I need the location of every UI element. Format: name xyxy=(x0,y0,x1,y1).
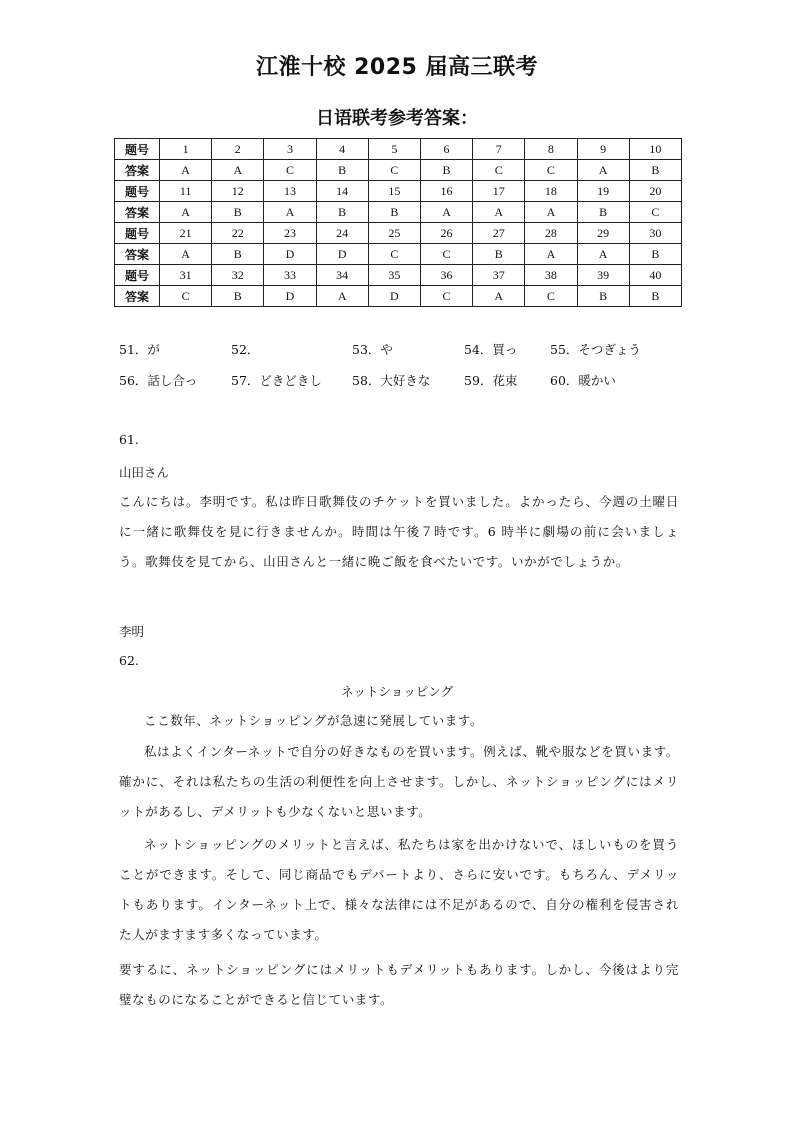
fill-in-answer-59: 59．花束 xyxy=(464,373,518,388)
answer-row xyxy=(115,244,682,265)
question-number-cell: 23 xyxy=(264,223,316,244)
fill-in-answer-56: 56．話し合っ xyxy=(119,373,198,388)
answer-row-label: 答案 xyxy=(115,202,160,223)
answer-cell: A xyxy=(160,202,212,223)
question-number-cell: 27 xyxy=(473,223,525,244)
question-number-cell: 34 xyxy=(316,265,368,286)
answer-row xyxy=(115,286,682,307)
fill-in-answer-55: 55．そつぎょう xyxy=(550,342,641,357)
answer-cell: A xyxy=(577,160,629,181)
question-number-cell: 25 xyxy=(368,223,420,244)
question-number-cell: 29 xyxy=(577,223,629,244)
answer-cell: D xyxy=(264,244,316,265)
answer-cell: C xyxy=(264,160,316,181)
answer-table xyxy=(114,138,682,307)
fill-in-answer-57: 57．どきどきし xyxy=(231,373,322,388)
question-number-cell: 17 xyxy=(473,181,525,202)
question-number-row-label: 题号 xyxy=(115,223,160,244)
answer-cell: C xyxy=(368,160,420,181)
answer-cell: C xyxy=(629,202,681,223)
question-number-cell: 11 xyxy=(160,181,212,202)
fill-in-answer-52: 52． xyxy=(231,342,260,357)
fill-in-answer-58: 58．大好きな xyxy=(352,373,431,388)
fill-in-answer-53: 53．や xyxy=(352,342,393,357)
q61-letter-body: こんにちは。李明です。私は昨日歌舞伎のチケットを買いました。よかったら、今週の土曜日に一緒に歌舞伎を見に行きませんか。時間は午後７時です。6 時半に劇場の前に会いましょう。歌舞伎を見てから、山田さんと一緒に晩ご飯を食べたいです。いかがでしょうか。 xyxy=(119,494,679,569)
q61-greeting: 山田さん xyxy=(119,465,170,480)
answer-cell: D xyxy=(368,286,420,307)
answer-cell: A xyxy=(420,202,472,223)
answer-row-label: 答案 xyxy=(115,160,160,181)
question-number-row-label: 题号 xyxy=(115,139,160,160)
q62-paragraph-3: ネットショッピングのメリットと言えば、私たちは家を出かけないで、ほしいものを買うことができます。そして、同じ商品でもデパートより、さらに安いです。もちろん、デメリットもあります。インターネット上で、様々な法律には不足があるので、自分の権利を侵害された人がますます多くなっています。 xyxy=(119,837,679,942)
document-title: 江淮十校 2025 届高三联考 xyxy=(255,55,539,80)
question-number-cell: 35 xyxy=(368,265,420,286)
answer-cell: B xyxy=(629,244,681,265)
question-number-row-label: 题号 xyxy=(115,181,160,202)
q62-number: 62. xyxy=(119,653,139,668)
question-number-cell: 2 xyxy=(212,139,264,160)
answer-cell: C xyxy=(473,160,525,181)
answer-cell: B xyxy=(420,160,472,181)
answer-cell: B xyxy=(577,286,629,307)
answer-cell: D xyxy=(264,286,316,307)
question-number-cell: 1 xyxy=(160,139,212,160)
answer-cell: C xyxy=(160,286,212,307)
question-number-row-label: 题号 xyxy=(115,265,160,286)
answer-cell: B xyxy=(577,202,629,223)
question-number-cell: 33 xyxy=(264,265,316,286)
q61-signature: 李明 xyxy=(119,624,145,639)
question-number-cell: 16 xyxy=(420,181,472,202)
q61-number: 61. xyxy=(119,432,139,447)
question-number-cell: 32 xyxy=(212,265,264,286)
question-number-cell: 10 xyxy=(629,139,681,160)
question-number-row xyxy=(115,223,682,244)
answer-cell: A xyxy=(160,160,212,181)
q62-paragraph-4: 要するに、ネットショッピングにはメリットもデメリットもあります。しかし、今後はより完璧なものになることができると信じています。 xyxy=(119,962,679,1007)
question-number-cell: 37 xyxy=(473,265,525,286)
answer-cell: C xyxy=(420,244,472,265)
question-number-cell: 8 xyxy=(525,139,577,160)
question-number-row xyxy=(115,181,682,202)
answer-cell: A xyxy=(473,202,525,223)
answer-row xyxy=(115,160,682,181)
question-number-cell: 36 xyxy=(420,265,472,286)
answer-cell: A xyxy=(316,286,368,307)
question-number-cell: 5 xyxy=(368,139,420,160)
answer-cell: A xyxy=(473,286,525,307)
question-number-cell: 30 xyxy=(629,223,681,244)
answer-cell: C xyxy=(525,160,577,181)
question-number-row xyxy=(115,139,682,160)
answer-cell: A xyxy=(577,244,629,265)
answer-cell: B xyxy=(212,244,264,265)
answer-cell: B xyxy=(316,160,368,181)
q62-paragraph-2: 私はよくインターネットで自分の好きなものを買います。例えば、靴や服などを買います。確かに、それは私たちの生活の利便性を向上させます。しかし、ネットショッピングにはメリットがあるし、デメリットも少なくないと思います。 xyxy=(119,744,679,819)
answer-row xyxy=(115,202,682,223)
question-number-row xyxy=(115,265,682,286)
answer-cell: B xyxy=(212,286,264,307)
answer-row-label: 答案 xyxy=(115,286,160,307)
answer-cell: C xyxy=(368,244,420,265)
answer-cell: C xyxy=(420,286,472,307)
answer-cell: A xyxy=(160,244,212,265)
fill-in-answer-51: 51．が xyxy=(119,342,160,357)
question-number-cell: 40 xyxy=(629,265,681,286)
question-number-cell: 7 xyxy=(473,139,525,160)
answer-cell: A xyxy=(525,244,577,265)
question-number-cell: 19 xyxy=(577,181,629,202)
fill-in-answer-54: 54．買っ xyxy=(464,342,518,357)
answer-cell: B xyxy=(629,286,681,307)
question-number-cell: 3 xyxy=(264,139,316,160)
answer-key-subtitle: 日语联考参考答案： xyxy=(316,108,478,129)
answer-cell: B xyxy=(368,202,420,223)
answer-cell: A xyxy=(264,202,316,223)
question-number-cell: 9 xyxy=(577,139,629,160)
question-number-cell: 15 xyxy=(368,181,420,202)
question-number-cell: 18 xyxy=(525,181,577,202)
question-number-cell: 12 xyxy=(212,181,264,202)
answer-cell: C xyxy=(525,286,577,307)
answer-row-label: 答案 xyxy=(115,244,160,265)
question-number-cell: 14 xyxy=(316,181,368,202)
question-number-cell: 26 xyxy=(420,223,472,244)
answer-cell: D xyxy=(316,244,368,265)
question-number-cell: 4 xyxy=(316,139,368,160)
answer-cell: B xyxy=(212,202,264,223)
answer-cell: A xyxy=(525,202,577,223)
answer-cell: B xyxy=(629,160,681,181)
question-number-cell: 21 xyxy=(160,223,212,244)
answer-cell: A xyxy=(212,160,264,181)
question-number-cell: 20 xyxy=(629,181,681,202)
question-number-cell: 38 xyxy=(525,265,577,286)
question-number-cell: 13 xyxy=(264,181,316,202)
answer-cell: B xyxy=(316,202,368,223)
question-number-cell: 6 xyxy=(420,139,472,160)
q62-paragraph-1: ここ数年、ネットショッピングが急速に発展しています。 xyxy=(144,713,484,728)
question-number-cell: 39 xyxy=(577,265,629,286)
question-number-cell: 22 xyxy=(212,223,264,244)
answer-cell: B xyxy=(473,244,525,265)
fill-in-answer-60: 60．暖かい xyxy=(550,373,616,388)
question-number-cell: 28 xyxy=(525,223,577,244)
question-number-cell: 24 xyxy=(316,223,368,244)
q62-essay-title: ネットショッピング xyxy=(340,684,453,699)
question-number-cell: 31 xyxy=(160,265,212,286)
